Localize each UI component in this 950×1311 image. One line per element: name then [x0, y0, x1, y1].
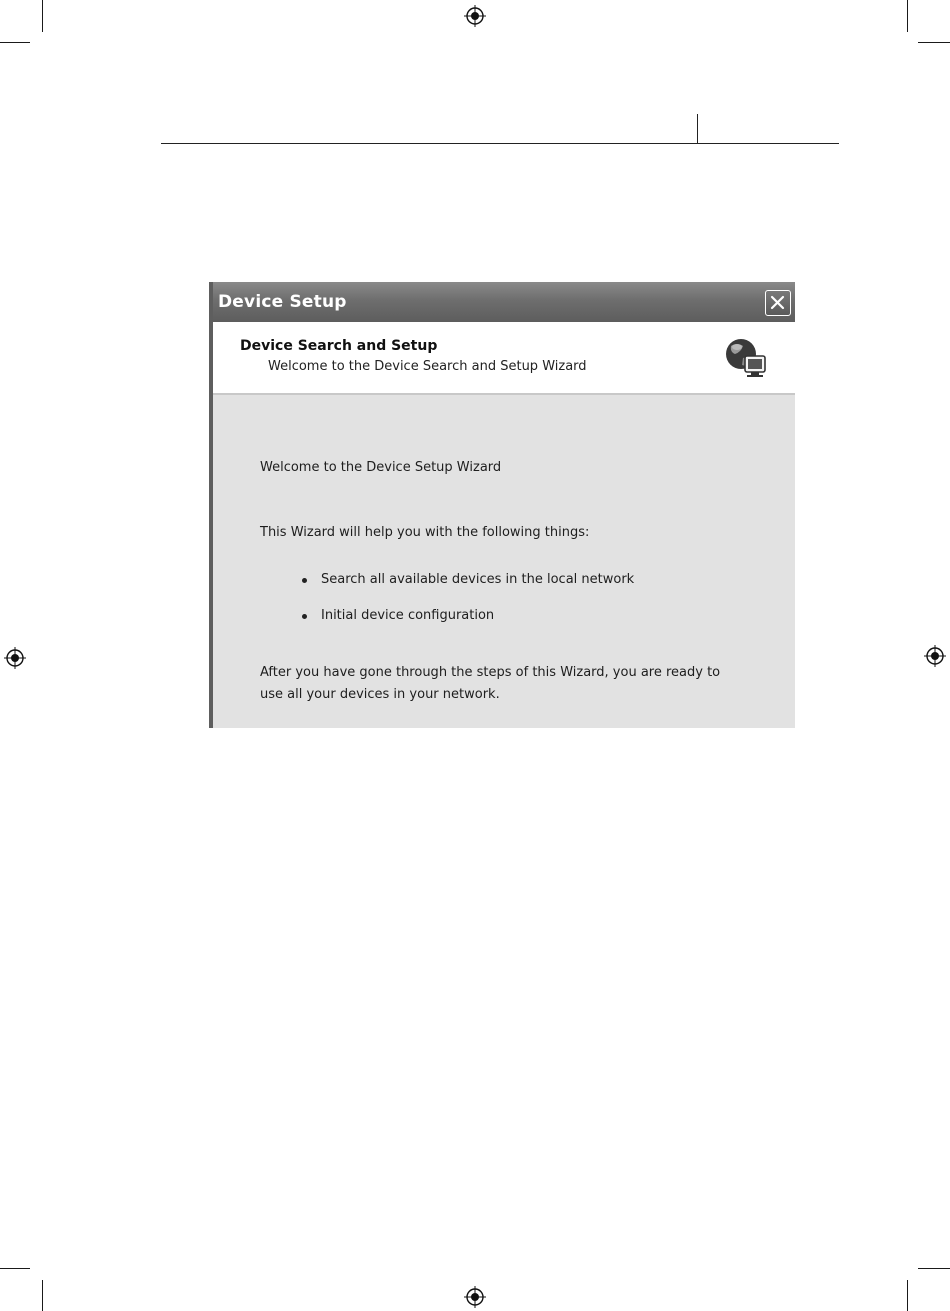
crop-mark [918, 42, 950, 43]
wizard-header [213, 322, 795, 395]
list-item: Search all available devices in the local network [321, 572, 635, 587]
welcome-text: Welcome to the Device Setup Wizard [260, 460, 502, 475]
outro-text-line1: After you have gone through the steps of this Wizard, you are ready to [260, 665, 721, 680]
page-header-rule [161, 143, 839, 144]
crop-mark [907, 1280, 908, 1311]
globe-monitor-icon [721, 334, 769, 380]
crop-mark [42, 1280, 43, 1311]
wizard-header-title: Device Search and Setup [240, 338, 438, 354]
close-button[interactable] [765, 290, 791, 316]
registration-mark-icon [4, 647, 26, 669]
crop-mark [918, 1268, 950, 1269]
dialog-titlebar[interactable] [209, 282, 795, 322]
device-setup-dialog [209, 282, 795, 728]
close-icon [766, 291, 789, 314]
bullet-marker [302, 578, 307, 583]
dialog-frame [209, 282, 213, 728]
registration-mark-icon [464, 5, 486, 27]
dialog-title: Device Setup [218, 292, 347, 312]
bullet-marker [302, 614, 307, 619]
list-item: Initial device configuration [321, 608, 495, 623]
crop-mark [0, 42, 30, 43]
wizard-header-subtitle: Welcome to the Device Search and Setup Wizard [268, 359, 587, 374]
registration-mark-icon [924, 645, 946, 667]
outro-text-line2: use all your devices in your network. [260, 687, 500, 702]
crop-mark [0, 1268, 30, 1269]
crop-mark [907, 0, 908, 32]
crop-mark [42, 0, 43, 32]
registration-mark-icon [464, 1286, 486, 1308]
page-header-divider [697, 114, 698, 144]
intro-text: This Wizard will help you with the following things: [260, 525, 590, 540]
